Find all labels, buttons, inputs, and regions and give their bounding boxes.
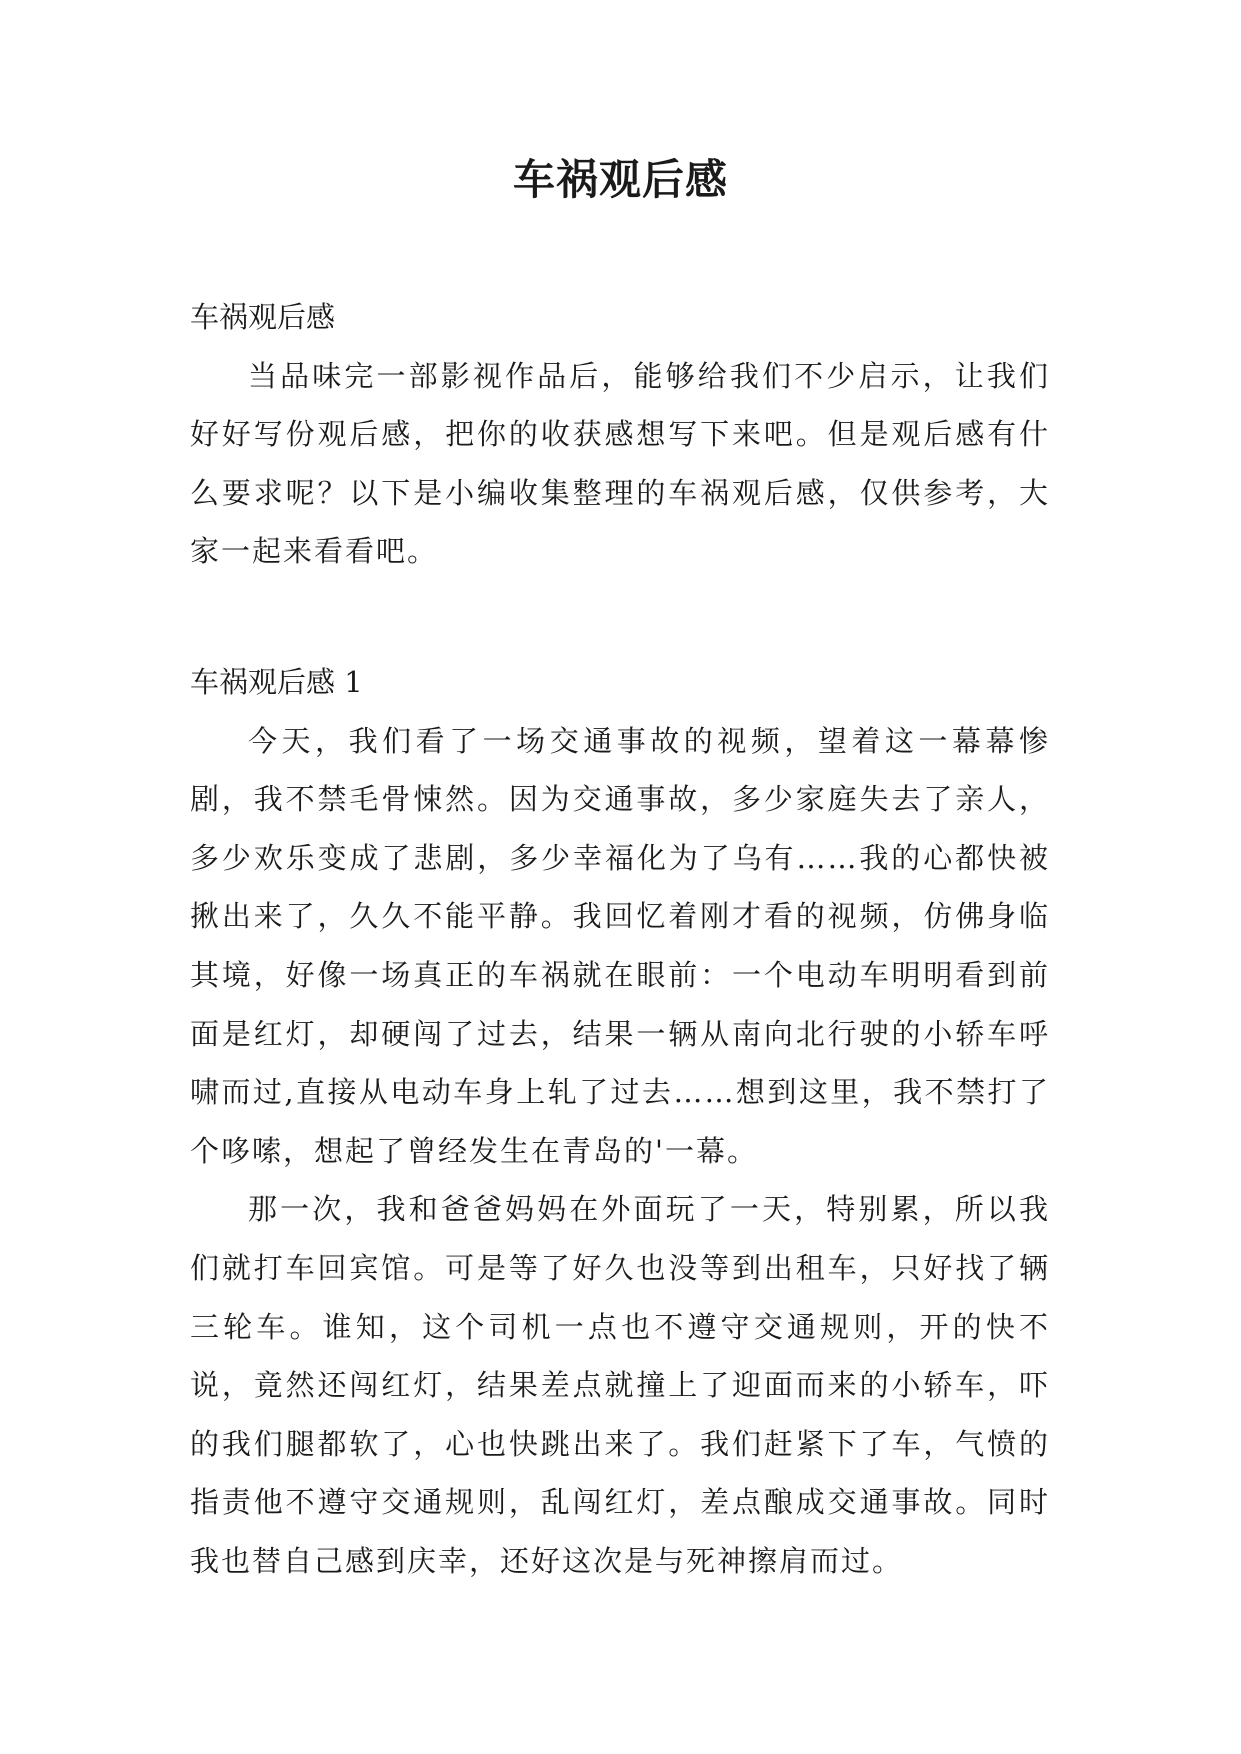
section-heading: 车祸观后感 — [190, 300, 336, 334]
section-spacer — [190, 581, 1050, 653]
section-heading: 车祸观后感 1 — [190, 664, 363, 699]
paragraph: 今天，我们看了一场交通事故的视频，望着这一幕幕惨剧，我不禁毛骨悚然。因为交通事故，多少家庭失去了亲人，多少欢乐变成了悲剧，多少幸福化为了乌有……我的心都快被揪出来了，久久不能平静。我回忆着刚才看的视频，仿佛身临其境，好像一场真正的车祸就在眼前：一个电动车明明看到前面是红灯，却硬闯了过去，结果一辆从南向北行驶的小轿车呼啸而过,直接从电动车身上轧了过去……想到这里，我不禁打了个哆嗦，想起了曾经发生在青岛的'一幕。 — [190, 723, 1050, 1168]
essay-1-section — [190, 653, 1050, 1591]
intro-section — [190, 288, 1050, 581]
document-title: 车祸观后感 — [512, 155, 728, 204]
document-body — [190, 288, 1050, 1590]
paragraph: 当品味完一部影视作品后，能够给我们不少启示，让我们好好写份观后感，把你的收获感想写下来吧。但是观后感有什么要求呢？以下是小编收集整理的车祸观后感，仅供参考，大家一起来看看吧。 — [190, 358, 1050, 569]
paragraph: 那一次，我和爸爸妈妈在外面玩了一天，特别累，所以我们就打车回宾馆。可是等了好久也没等到出租车，只好找了辆三轮车。谁知，这个司机一点也不遵守交通规则，开的快不说，竟然还闯红灯，结果差点就撞上了迎面而来的小轿车，吓的我们腿都软了，心也快跳出来了。我们赶紧下了车，气愤的指责他不遵守交通规则，乱闯红灯，差点酿成交通事故。同时我也替自己感到庆幸，还好这次是与死神擦肩而过。 — [190, 1192, 1050, 1578]
